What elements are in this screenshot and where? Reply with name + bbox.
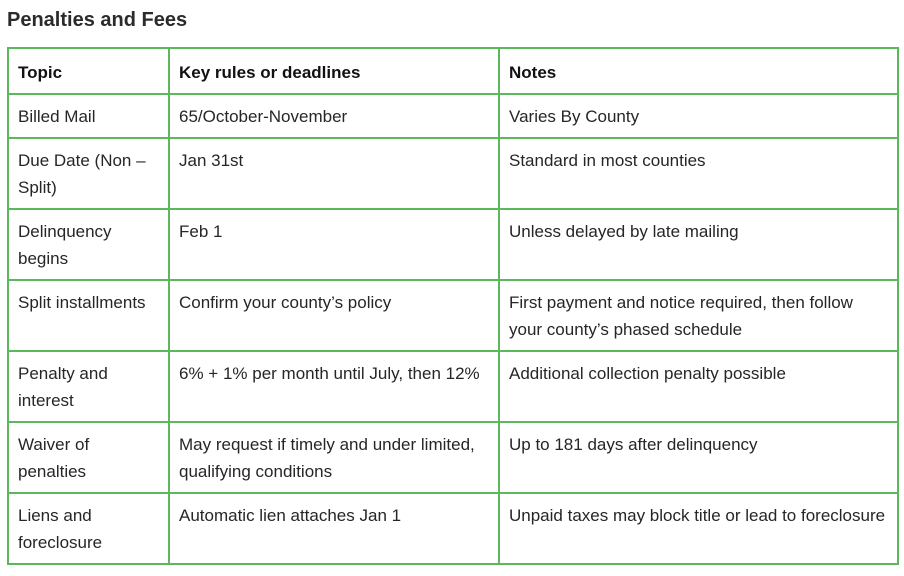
cell-topic: Due Date (Non – Split)	[8, 138, 169, 209]
table-row	[8, 209, 898, 280]
table-row	[8, 493, 898, 564]
cell-topic: Waiver of penalties	[8, 422, 169, 493]
cell-notes: Up to 181 days after delinquency	[499, 422, 898, 493]
cell-notes: Varies By County	[499, 94, 898, 138]
cell-topic: Penalty and interest	[8, 351, 169, 422]
page-title: Penalties and Fees	[7, 9, 188, 31]
cell-topic: Billed Mail	[8, 94, 169, 138]
table-header-row	[8, 48, 898, 94]
penalties-table	[7, 47, 899, 565]
cell-notes: Standard in most counties	[499, 138, 898, 209]
table-row	[8, 422, 898, 493]
cell-key-rules: Automatic lien attaches Jan 1	[169, 493, 499, 564]
table-row	[8, 351, 898, 422]
cell-key-rules: Confirm your county’s policy	[169, 280, 499, 351]
table-row	[8, 94, 898, 138]
table-row	[8, 138, 898, 209]
cell-topic: Split installments	[8, 280, 169, 351]
cell-key-rules: May request if timely and under limited, qualifying conditions	[169, 422, 499, 493]
header-key-rules: Key rules or deadlines	[169, 48, 499, 94]
cell-notes: First payment and notice required, then follow your county’s phased schedule	[499, 280, 898, 351]
cell-notes: Additional collection penalty possible	[499, 351, 898, 422]
cell-topic: Liens and foreclosure	[8, 493, 169, 564]
cell-key-rules: Feb 1	[169, 209, 499, 280]
cell-notes: Unpaid taxes may block title or lead to foreclosure	[499, 493, 898, 564]
cell-key-rules: 6% + 1% per month until July, then 12%	[169, 351, 499, 422]
cell-topic: Delinquency begins	[8, 209, 169, 280]
header-notes: Notes	[499, 48, 898, 94]
header-topic: Topic	[8, 48, 169, 94]
table-row	[8, 280, 898, 351]
cell-notes: Unless delayed by late mailing	[499, 209, 898, 280]
cell-key-rules: Jan 31st	[169, 138, 499, 209]
cell-key-rules: 65/October-November	[169, 94, 499, 138]
